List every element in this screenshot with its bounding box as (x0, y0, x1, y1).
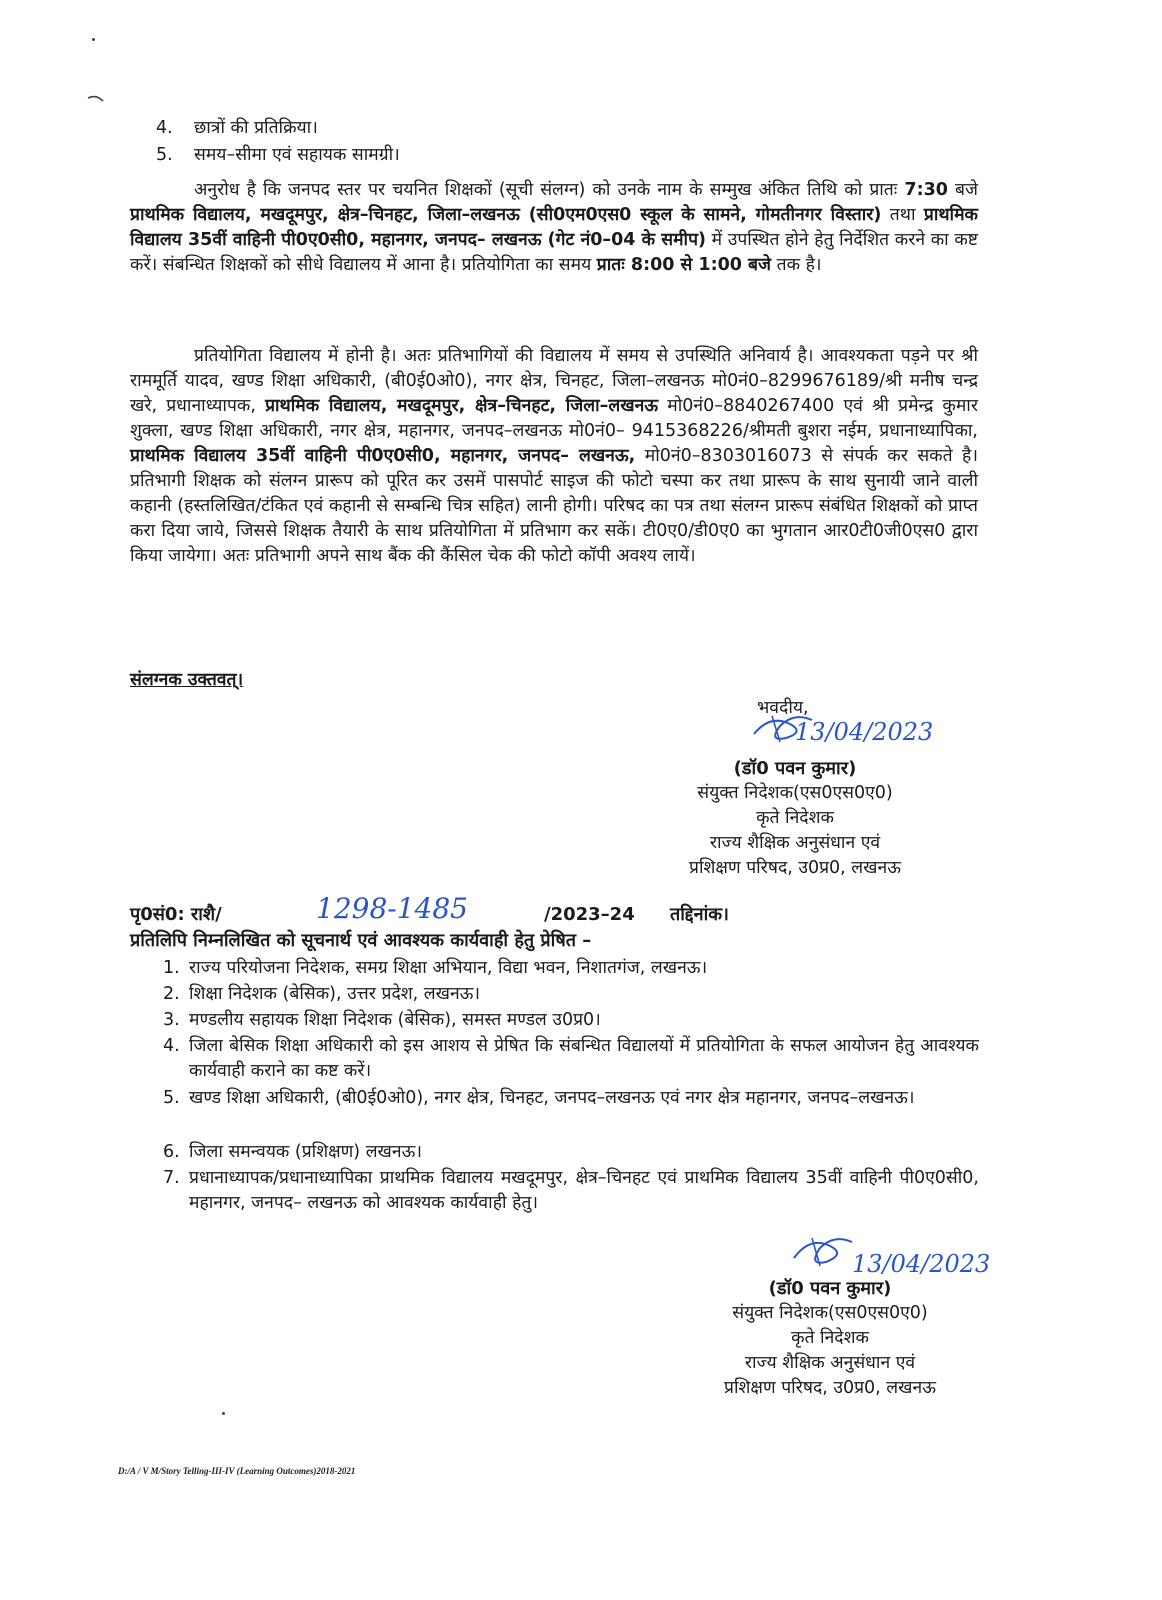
list-text: छात्रों की प्रतिक्रिया। (194, 118, 318, 138)
list-number: 1. (163, 958, 180, 978)
dispatch-line (130, 892, 790, 930)
copy-list-item (163, 1034, 983, 1084)
signatory-name: (डॉ0 पवन कुमार) (768, 1278, 892, 1299)
list-text: खण्ड शिक्षा अधिकारी, (बी0ई0ओ0), नगर क्षेत्र, चिनहट, जनपद–लखनऊ एवं नगर क्षेत्र महानगर, जनपद–लखनऊ। (189, 1088, 915, 1108)
list-number: 3. (163, 1010, 180, 1030)
signature-block (630, 1230, 1030, 1401)
dispatch-date: तद्दिनांक। (670, 904, 729, 925)
text-run: तथा (881, 205, 924, 225)
list-text: राज्य परियोजना निदेशक, समग्र शिक्षा अभियान, विद्या भवन, निशातगंज, लखनऊ। (189, 958, 708, 978)
designation-line: कृते निदेशक (791, 1328, 869, 1348)
bold-text-run: 7:30 (904, 180, 948, 200)
text-run: में उपस्थित होने हेतु निर्देशित करने का कष्ट करें। संबन्धित शिक्षकों को सीधे विद्यालय में आना है। प्रतियोगिता का समय (130, 230, 978, 275)
scan-mark (86, 94, 106, 104)
list-number: 7. (163, 1168, 180, 1188)
designation-line: प्रशिक्षण परिषद, उ0प्र0, लखनऊ (689, 858, 901, 878)
dispatch-number: 1298-1485 (316, 892, 468, 925)
list-number: 4. (163, 1036, 180, 1056)
signature-area (630, 1230, 1030, 1276)
list-text: जिला समन्वयक (प्रशिक्षण) लखनऊ। (189, 1142, 422, 1162)
dispatch-year: /2023–24 (544, 904, 635, 925)
list-number: 5. (156, 145, 173, 165)
signatory-name: (डॉ0 पवन कुमार) (733, 758, 857, 779)
designation-line: राज्य शैक्षिक अनुसंधान एवं (709, 833, 881, 853)
list-number: 4. (156, 118, 173, 138)
designation-line: राज्य शैक्षिक अनुसंधान एवं (744, 1353, 916, 1373)
text-run: प्रतियोगिता विद्यालय में होनी है। अतः प्रतिभागियों की विद्यालय में समय से उपस्थिति अनिवार्य है। आवश्यकता पड़ने पर श्री राममूर्ति यादव, खण्ड शिक्षा अधिकारी, (बी0ई0ओ0), नगर क्षेत्र, चिनहट, जिला–लखनऊ मो0नं0–8299676189/श्री मनीष चन्द्र खरे, प्रधानाध्यापक, (130, 346, 978, 416)
signature-area (600, 696, 990, 756)
copy-list-item (163, 1008, 983, 1033)
dispatch-prefix: पृ0सं0: राशै/ (130, 904, 222, 925)
text-run: अनुरोध है कि जनपद स्तर पर चयनित शिक्षकों (सूची संलग्न) को उनके नाम के सम्मुख अंकित तिथि को प्रातः (194, 180, 905, 200)
bold-text-run: प्राथमिक विद्यालय, मखदूमपुर, क्षेत्र–चिनहट, जिला–लखनऊ (सी0एम0एस0 स्कूल के सामने, गोमतीनगर विस्तार) (130, 205, 882, 225)
bold-text-run: प्राथमिक विद्यालय 35वीं वाहिनी पी0ए0सी0, महानगर, जनपद– लखनऊ, (130, 446, 636, 466)
list-text: मण्डलीय सहायक शिक्षा निदेशक (बेसिक), समस्त मण्डल उ0प्र0। (189, 1010, 601, 1030)
list-number: 5. (163, 1088, 180, 1108)
list-text: प्रधानाध्यापक/प्रधानाध्यापिका प्राथमिक विद्यालय मखदूमपुर, क्षेत्र–चिनहट एवं प्राथमिक विद्यालय 35वीं वाहिनी पी0ए0सी0, महानगर, जनपद– लखनऊ को आवश्यक कार्यवाही हेतु। (189, 1168, 979, 1213)
text-run: मो0नं0–8303016073 से संपर्क कर सकते है। प्रतिभागी शिक्षक को संलग्न प्रारूप को पूरित कर उसमें पासपोर्ट साइज की फोटो चस्पा कर तथा प्रारूप के साथ सुनायी जाने वाली कहानी (हस्तलिखित/टंकित एवं कहानी से सम्बन्धि चित्र सहित) लानी होगी। परिषद का पत्र तथा संलग्न प्रारूप संबंधित शिक्षकों को प्राप्त करा दिया जाये, जिससे शिक्षक तैयारी के साथ प्रतियोगिता में प्रतिभाग कर सकें। टी0ए0/डी0ए0 का भुगतान आर0टी0जी0एस0 द्वारा किया जायेगा। अतः प्रतिभागी अपने साथ बैंक की कैंसिल चेक की फोटो कॉपी अवश्य लायें। (130, 446, 978, 566)
salutation: भवदीय, (757, 698, 809, 718)
list-number: 2. (163, 984, 180, 1004)
bold-text-run: प्रातः 8:00 से 1:00 बजे (596, 255, 772, 275)
copy-list-item (163, 1140, 983, 1165)
copy-heading: प्रतिलिपि निम्नलिखित को सूचनार्थ एवं आवश्यक कार्यवाही हेतु प्रेषित – (130, 930, 592, 951)
intro-list-item (156, 116, 976, 141)
scan-speck (222, 1412, 225, 1415)
bold-text-run: प्राथमिक विद्यालय, मखदूमपुर, क्षेत्र–चिनहट, जिला–लखनऊ (265, 396, 659, 416)
intro-list-item (156, 143, 976, 168)
designation-line: प्रशिक्षण परिषद, उ0प्र0, लखनऊ (724, 1378, 936, 1398)
handwritten-signature (790, 1230, 860, 1270)
text-run: बजे (947, 180, 978, 200)
designation-line: कृते निदेशक (756, 808, 834, 828)
enclosure-note: संलग्नक उक्तवत्। (130, 670, 244, 690)
list-text: शिक्षा निदेशक (बेसिक), उत्तर प्रदेश, लखनऊ। (189, 984, 481, 1004)
bold-text-run: प्राथमिक विद्यालय 35वीं वाहिनी पी0ए0सी0, महानगर, जनपद– लखनऊ (गेट नं0–04 के समीप) (130, 205, 978, 250)
list-number: 6. (163, 1142, 180, 1162)
copy-list-item (163, 1166, 983, 1216)
request-paragraph (130, 178, 978, 278)
designation-line: संयुक्त निदेशक(एस0एस0ए0) (732, 1303, 928, 1323)
handwritten-date: 13/04/2023 (852, 1250, 991, 1278)
file-path-footer: D:/A / V M/Story Telling-III-IV (Learning Outcomes)2018-2021 (118, 1466, 356, 1476)
copy-list-item (163, 956, 983, 981)
copy-list-item (163, 1086, 983, 1136)
list-text: समय–सीमा एवं सहायक सामग्री। (194, 145, 400, 165)
handwritten-date: 13/04/2023 (795, 718, 934, 746)
designation-line: संयुक्त निदेशक(एस0एस0ए0) (697, 783, 893, 803)
copy-list-item (163, 982, 983, 1007)
list-text: जिला बेसिक शिक्षा अधिकारी को इस आशय से प्रेषित कि संबन्धित विद्यालयों में प्रतियोगिता के सफल आयोजन हेतु आवश्यक कार्यवाही कराने का कष्ट करें। (189, 1036, 979, 1081)
instructions-paragraph (130, 344, 978, 569)
text-run: तक है। (771, 255, 822, 275)
text-run: मो0नं0–8840267400 एवं श्री प्रमेन्द्र कुमार शुक्ला, खण्ड शिक्षा अधिकारी, नगर क्षेत्र, महानगर, जनपद–लखनऊ मो0नं0– 9415368226/श्रीमती बुशरा नईम, प्रधानाध्यापिका, (130, 396, 978, 441)
scan-speck (92, 38, 95, 41)
signature-block (600, 696, 990, 881)
